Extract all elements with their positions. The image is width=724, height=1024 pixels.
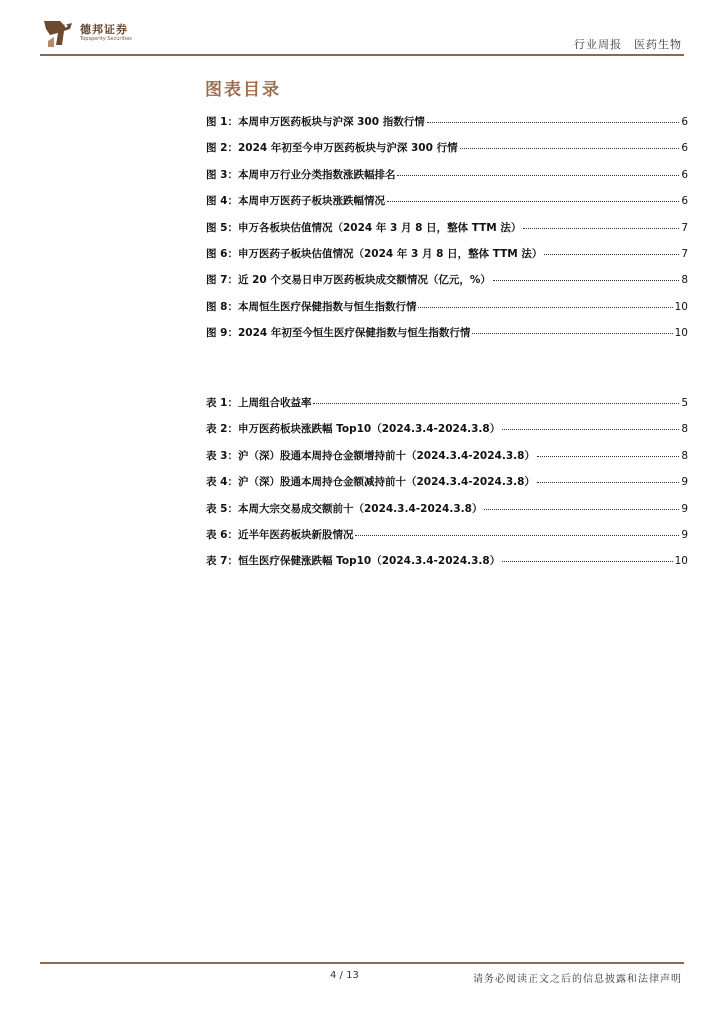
toc-entry[interactable] (206, 421, 688, 447)
footer-divider (40, 962, 684, 964)
toc-entry-label: 图 8：本周恒生医疗保健指数与恒生指数行情 (206, 300, 417, 313)
toc-leader-dots (355, 535, 679, 536)
toc-entry-label: 表 6：近半年医药板块新股情况 (206, 528, 354, 541)
toc-leader-dots (537, 456, 679, 457)
report-sector: 医药生物 (634, 38, 682, 51)
toc-entry-page: 7 (681, 221, 688, 234)
brand-name-en: Topsperity Securities (80, 36, 132, 42)
toc-entry[interactable] (206, 193, 688, 219)
toc-entry-label: 表 7：恒生医疗保健涨跌幅 Top10（2024.3.4-2024.3.8） (206, 555, 501, 568)
toc-entry-label: 图 6：申万医药子板块估值情况（2024 年 3 月 8 日，整体 TTM 法） (206, 247, 543, 260)
table-list (206, 395, 688, 580)
toc-entry[interactable] (206, 553, 688, 579)
toc-entry-label: 图 3：本周申万行业分类指数涨跌幅排名 (206, 168, 396, 181)
toc-leader-dots (537, 482, 679, 483)
page-header (0, 0, 724, 60)
toc-entry-page: 9 (681, 502, 688, 515)
brand-name-cn: 德邦证券 (80, 23, 128, 36)
toc-entry-page: 8 (681, 423, 688, 436)
disclaimer-note: 请务必阅读正文之后的信息披露和法律声明 (473, 974, 682, 985)
toc-entry[interactable] (206, 474, 688, 500)
toc-entry-label: 图 5：申万各板块估值情况（2024 年 3 月 8 日，整体 TTM 法） (206, 221, 522, 234)
toc-entry[interactable] (206, 501, 688, 527)
toc-leader-dots (523, 228, 679, 229)
toc-entry-label: 图 7：近 20 个交易日申万医药板块成交额情况（亿元，%） (206, 274, 491, 287)
toc-entry-page: 6 (681, 168, 688, 181)
toc-leader-dots (502, 429, 679, 430)
toc-entry[interactable] (206, 114, 688, 140)
toc-entry-label: 图 4：本周申万医药子板块涨跌幅情况 (206, 195, 385, 208)
toc-entry[interactable] (206, 246, 688, 272)
toc-entry[interactable] (206, 448, 688, 474)
brand-logo (40, 15, 140, 51)
toc-entry-label: 图 1：本周申万医药板块与沪深 300 指数行情 (206, 116, 425, 128)
toc-entry[interactable] (206, 325, 688, 351)
toc-entry-label: 表 5：本周大宗交易成交额前十（2024.3.4-2024.3.8） (206, 502, 483, 515)
figure-list (206, 114, 688, 352)
toc-entry-page: 10 (674, 300, 688, 313)
toc-entry-label: 图 2：2024 年初至今申万医药板块与沪深 300 行情 (206, 142, 458, 155)
toc-entry-page: 6 (681, 195, 688, 208)
toc-entry-page: 8 (681, 449, 688, 462)
report-category (574, 36, 682, 52)
toc-leader-dots (427, 122, 680, 123)
toc-entry[interactable] (206, 272, 688, 298)
toc-leader-dots (502, 561, 672, 562)
toc-entry-page: 10 (674, 555, 688, 568)
toc-entry-page: 9 (681, 476, 688, 489)
toc-entry-page: 6 (681, 116, 688, 128)
toc-entry-page: 9 (681, 528, 688, 541)
toc-entry[interactable] (206, 527, 688, 553)
toc-leader-dots (544, 254, 679, 255)
page-indicator: 4 / 13 (330, 970, 359, 981)
toc-leader-dots (484, 509, 679, 510)
toc-entry[interactable] (206, 220, 688, 246)
toc-entry-label: 表 4：沪（深）股通本周持仓金额减持前十（2024.3.4-2024.3.8） (206, 476, 535, 489)
toc-entry[interactable] (206, 395, 688, 421)
report-type: 行业周报 (574, 38, 622, 51)
toc-entry[interactable] (206, 140, 688, 166)
toc-leader-dots (387, 201, 679, 202)
toc-entry-label: 表 2：申万医药板块涨跌幅 Top10（2024.3.4-2024.3.8） (206, 423, 501, 436)
toc-leader-dots (418, 307, 672, 308)
toc-entry[interactable] (206, 167, 688, 193)
header-divider (40, 54, 684, 56)
toc-entry-page: 8 (681, 274, 688, 287)
topsperity-logo-icon (40, 15, 76, 51)
toc-entry-page: 7 (681, 247, 688, 260)
toc-entry-page: 5 (681, 397, 688, 409)
toc-entry-label: 表 1：上周组合收益率 (206, 397, 312, 409)
toc-entry-label: 图 9：2024 年初至今恒生医疗保健指数与恒生指数行情 (206, 327, 471, 340)
toc-leader-dots (493, 280, 679, 281)
toc-leader-dots (460, 148, 680, 149)
toc-leader-dots (313, 403, 679, 404)
toc-entry-label: 表 3：沪（深）股通本周持仓金额增持前十（2024.3.4-2024.3.8） (206, 449, 535, 462)
toc-leader-dots (397, 175, 679, 176)
toc-entry[interactable] (206, 299, 688, 325)
toc-title: 图表目录 (205, 80, 281, 100)
toc-entry-page: 10 (674, 327, 688, 340)
toc-leader-dots (472, 333, 672, 334)
toc-entry-page: 6 (681, 142, 688, 155)
